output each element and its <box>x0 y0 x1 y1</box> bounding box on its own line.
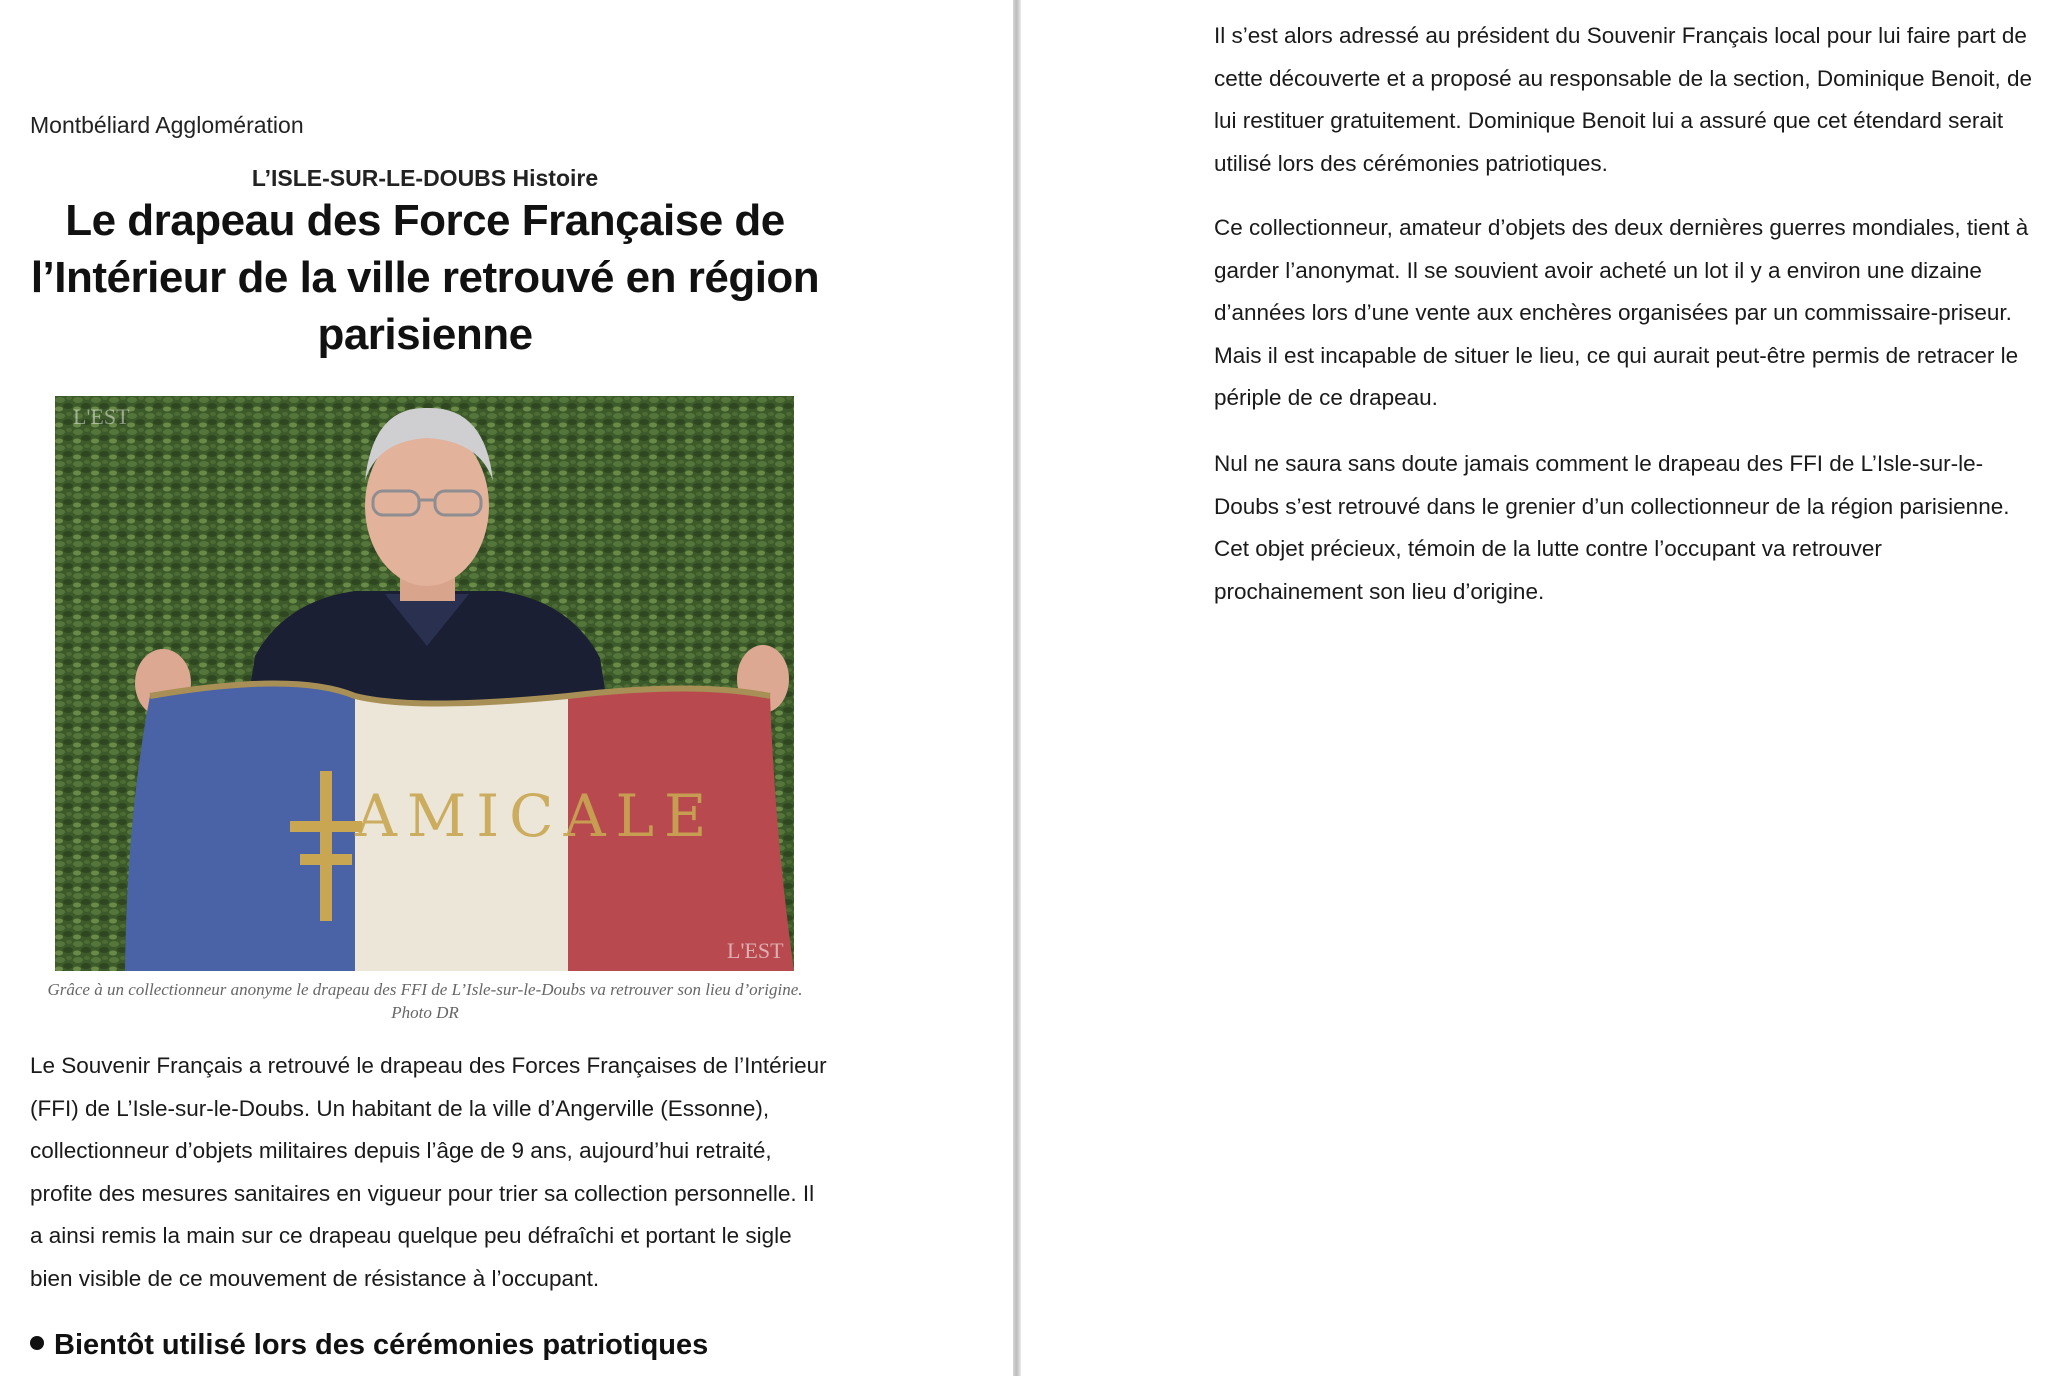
paragraph-3: Nul ne saura sans doute jamais comment le drapeau des FFI de L’Isle-sur-le-Doubs s’est retrouvé dans le grenier d’un collectionneur de la région parisienne. Cet objet précieux, témoin de la lutte contre l’occupant va retrouver prochainement son lieu d’origine. <box>1214 451 2010 604</box>
bullet-icon <box>30 1336 44 1350</box>
watermark-bottom: L'EST <box>727 938 784 963</box>
article-kicker: L’ISLE-SUR-LE-DOUBS Histoire <box>251 165 599 191</box>
flag-lettering: AMICALE <box>355 782 717 850</box>
subheading-text: Bientôt utilisé lors des cérémonies patriotiques <box>54 1329 709 1361</box>
right-page <box>1021 0 2058 1376</box>
ffi-flag <box>125 684 794 972</box>
paragraph-1: Il s’est alors adressé au président du Souvenir Français local pour lui faire part de cette découverte et a proposé au responsable de la section, Dominique Benoit, de lui restituer gratuitement. Dominique Benoit lui a assuré que cet étendard serait utilisé lors des cérémonies patriotiques. <box>1214 23 2033 176</box>
article-headline: Le drapeau des Force Française de l’Intérieur de la ville retrouvé en région parisienne <box>30 196 820 359</box>
article-photo <box>55 396 794 971</box>
photo-caption: Grâce à un collectionneur anonyme le drapeau des FFI de L’Isle-sur-le-Doubs va retrouver son lieu d’origine. Photo DR <box>47 980 803 1022</box>
left-page <box>0 0 1013 1376</box>
intro-paragraph: Le Souvenir Français a retrouvé le drapeau des Forces Françaises de l’Intérieur (FFI) de L’Isle-sur-le-Doubs. Un habitant de la ville d’Angerville (Essonne), collectionneur d’objets militaires depuis l’âge de 9 ans, aujourd’hui retraité, profite des mesures sanitaires en vigueur pour trier sa collection personnelle. Il a ainsi remis la main sur ce drapeau quelque peu défraîchi et portant le sigle bien visible de ce mouvement de résistance à l’occupant. <box>30 1053 827 1291</box>
page-divider <box>1013 0 1021 1376</box>
section-subheading <box>30 1329 708 1362</box>
watermark-top: L'EST <box>73 404 130 429</box>
paragraph-2: Ce collectionneur, amateur d’objets des deux dernières guerres mondiales, tient à garder l’anonymat. Il se souvient avoir acheté un lot il y a environ une dizaine d’années lors d’une vente aux enchères organisées par un commissaire-priseur. Mais il est incapable de situer le lieu, ce qui aurait peut-être permis de retracer le périple de ce drapeau. <box>1214 215 2029 410</box>
region-label: Montbéliard Agglomération <box>30 112 304 138</box>
